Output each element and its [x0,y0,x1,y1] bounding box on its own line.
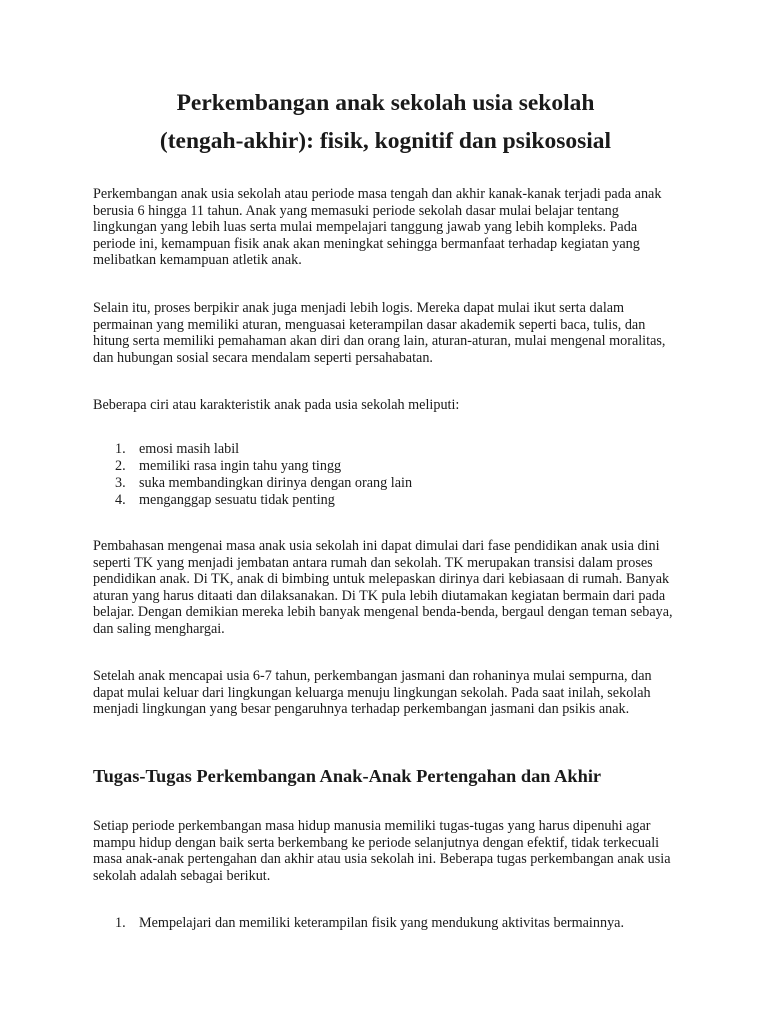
list-number: 1. [115,915,126,931]
paragraph-characteristics-intro: Beberapa ciri atau karakteristik anak pada usia sekolah meliputi: [93,397,460,413]
paragraph-kindergarten: Pembahasan mengenai masa anak usia sekolah ini dapat dimulai dari fase pendidikan anak usia dini seperti TK yang menjadi jembatan antara rumah dan sekolah. TK merupakan transisi dalam proses pendidikan anak. Di TK, anak di bimbing untuk melepaskan dirinya dari kebiasaan di rumah. Banyak aturan yang harus ditaati dan dilaksanakan. Di TK pula lebih diutamakan kegiatan bermain dari pada belajar. Dengan demikian mereka lebih banyak mengenal benda-benda, bergaul dengan teman sebaya, dan saling menghargai. [93,538,673,637]
list-item-text: suka membandingkan dirinya dengan orang lain [139,475,413,491]
list-item [93,492,678,509]
paragraph-intro: Perkembangan anak usia sekolah atau periode masa tengah dan akhir kanak-kanak terjadi pada anak berusia 6 hingga 11 tahun. Anak yang memasuki periode sekolah dasar mulai belajar tentang lingkungan yang lebih luas serta mulai mempelajari tanggung jawab yang lebih kompleks. Pada periode ini, kemampuan fisik anak akan meningkat sehingga bermanfaat terhadap kegiatan yang melibatkan kemampuan atletik anak. [93,186,662,269]
list-number: 3. [115,475,126,491]
tasks-list [93,915,678,932]
paragraph-school-age: Setelah anak mencapai usia 6-7 tahun, perkembangan jasmani dan rohaninya mulai sempurna, dan dapat mulai keluar dari lingkungan keluarga menuju lingkungan sekolah. Pada saat inilah, sekolah menjadi lingkungan yang besar pengaruhnya terhadap perkembangan jasmani dan psikis anak. [93,668,652,718]
list-item [93,441,678,458]
list-item [93,458,678,475]
list-item-text: emosi masih labil [139,441,240,457]
list-item [93,475,678,492]
paragraph-cognitive: Selain itu, proses berpikir anak juga menjadi lebih logis. Mereka dapat mulai ikut serta dalam permainan yang memiliki aturan, menguasai keterampilan dasar akademik seperti baca, tulis, dan hitung serta memiliki pemahaman akan diri dan orang lain, aturan-aturan, mulai mengenal moralitas, dan hubungan sosial secara mendalam seperti persahabatan. [93,300,666,366]
section-heading: Tugas-Tugas Perkembangan Anak-Anak Pertengahan dan Akhir [93,766,602,786]
list-item [93,915,678,932]
list-number: 1. [115,441,126,457]
title-line-2: (tengah-akhir): fisik, kognitif dan psikososial [159,128,612,154]
list-number: 2. [115,458,126,474]
title-line-1: Perkembangan anak sekolah usia sekolah [176,90,595,116]
characteristics-list [93,441,678,509]
paragraph-tasks-intro: Setiap periode perkembangan masa hidup manusia memiliki tugas-tugas yang harus dipenuhi agar mampu hidup dengan baik serta berkembang ke periode selanjutnya dengan efektif, tidak terkecuali masa anak-anak pertengahan dan akhir atau usia sekolah ini. Beberapa tugas perkembangan anak usia sekolah adalah sebagai berikut. [93,818,671,884]
document-title [93,84,678,160]
list-item-text: memiliki rasa ingin tahu yang tingg [139,458,342,474]
list-item-text: menganggap sesuatu tidak penting [139,492,335,508]
list-number: 4. [115,492,126,508]
list-item-text: Mempelajari dan memiliki keterampilan fisik yang mendukung aktivitas bermainnya. [139,915,625,931]
